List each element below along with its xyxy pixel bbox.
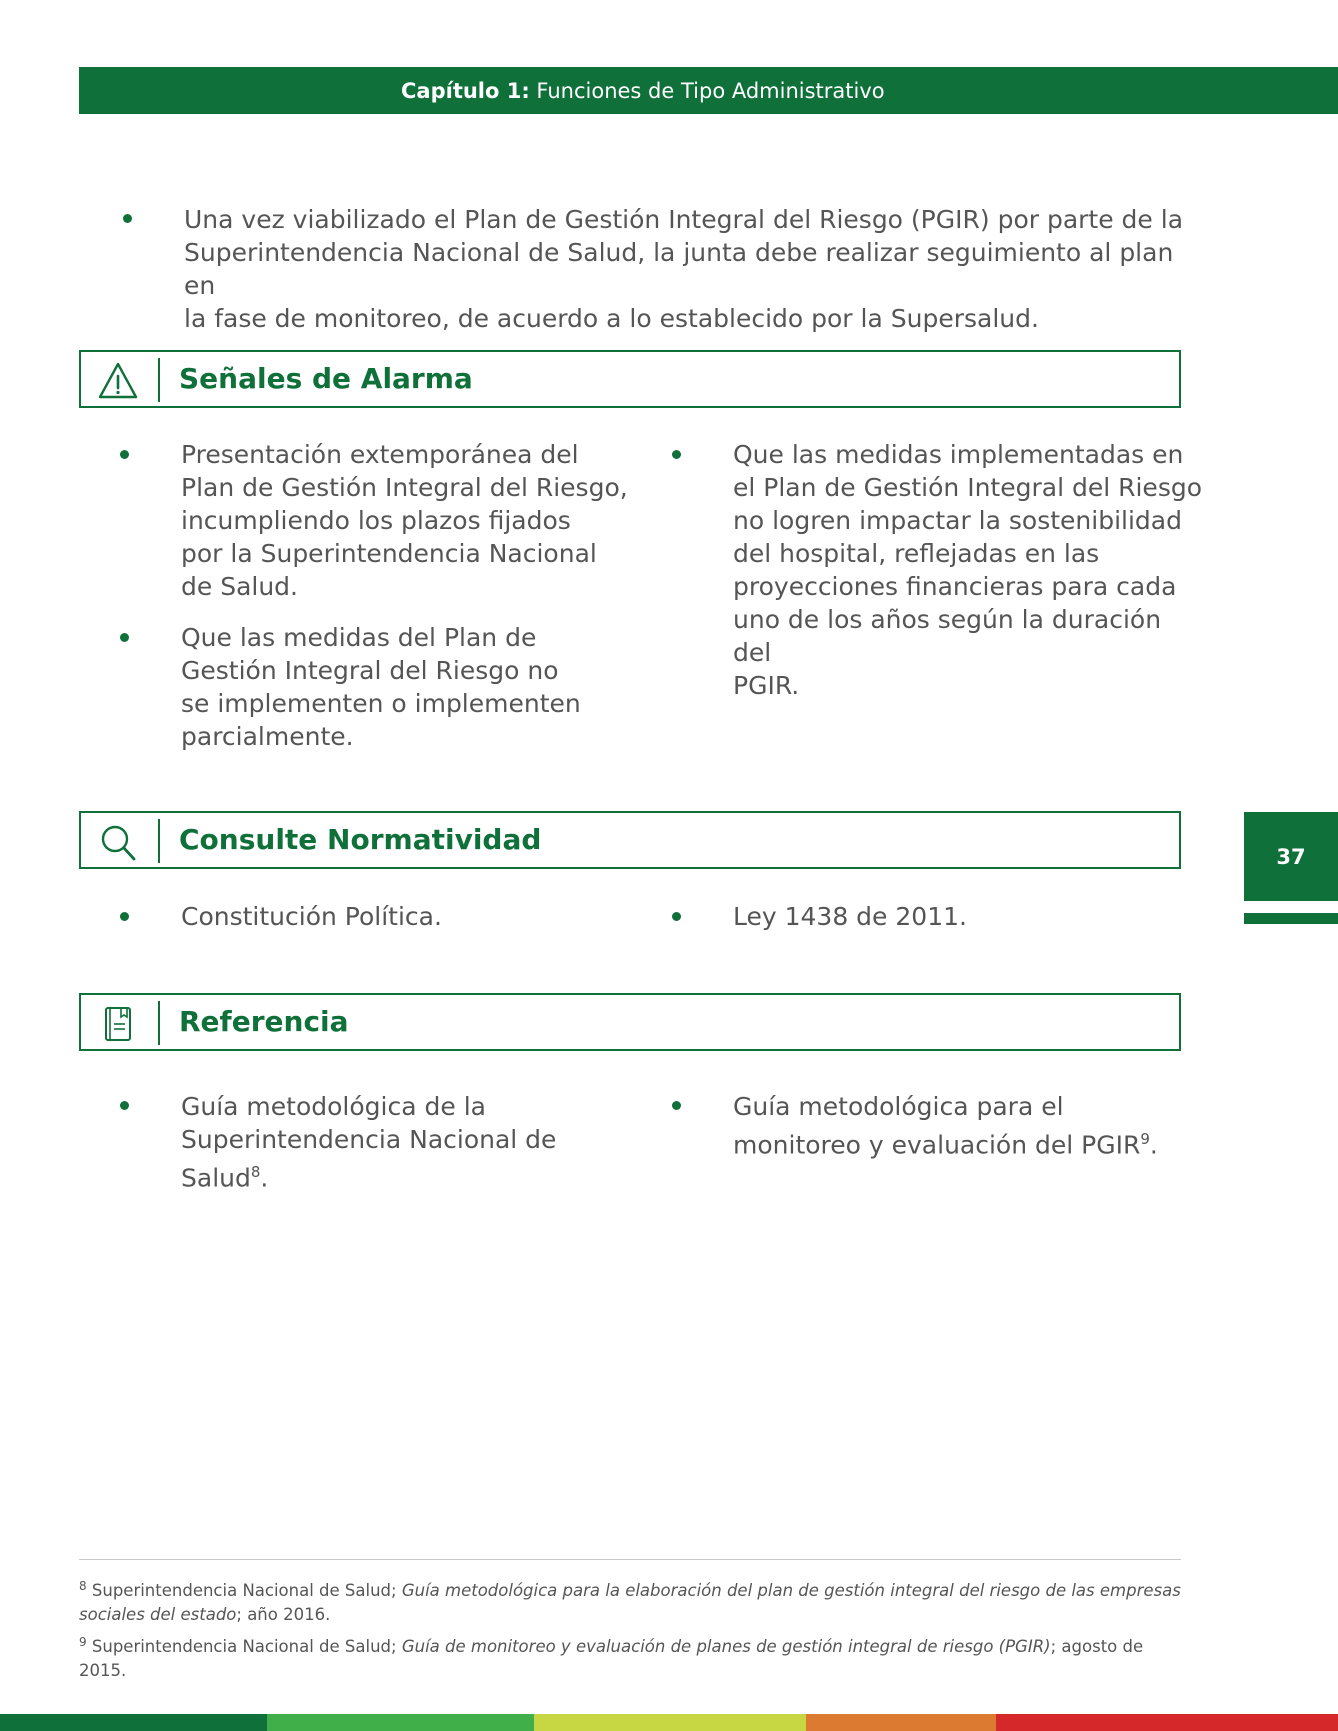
footnote-divider: [79, 1559, 1181, 1560]
text-line: Gestión Integral del Riesgo no: [181, 656, 559, 685]
color-bar-segment: [267, 1714, 534, 1731]
text-line: incumpliendo los plazos fijados: [181, 506, 571, 535]
bullet-icon: [120, 1101, 129, 1110]
divider: [158, 819, 160, 863]
bullet-icon: [672, 1101, 681, 1110]
divider: [158, 358, 160, 402]
footnote-text: Superintendencia Nacional de Salud;: [86, 1637, 402, 1656]
text-line: se implementen o implementen: [181, 689, 581, 718]
chapter-heading: [401, 78, 885, 104]
text-line: Superintendencia Nacional de: [181, 1125, 557, 1154]
intro-paragraph: [184, 203, 1194, 335]
alarm-section-header: [79, 350, 1181, 408]
footnote-title: Guía de monitoreo y evaluación de planes de gestión integral de riesgo (PGIR): [401, 1637, 1051, 1656]
alarm-item: [181, 438, 661, 603]
footnote-title: Guía metodológica para la elaboración del plan de gestión integral del riesgo de las empresas sociales del estado: [79, 1581, 1181, 1624]
reference-text: monitoreo y evaluación del PGIR: [733, 1130, 1141, 1160]
text-line: Una vez viabilizado el Plan de Gestión Integral del Riesgo (PGIR) por parte de la: [184, 205, 1184, 234]
reference-item: [733, 1090, 1203, 1161]
text-line: Que las medidas implementadas en: [733, 440, 1184, 469]
footnote-marker[interactable]: 9: [1140, 1130, 1150, 1148]
bullet-icon: [120, 633, 129, 642]
color-bar-segment: [806, 1714, 996, 1731]
reference-section-header: [79, 993, 1181, 1051]
footnote-text: Superintendencia Nacional de Salud;: [86, 1581, 402, 1600]
punctuation: .: [260, 1163, 269, 1193]
footnote-text: ; agosto de 2015.: [79, 1637, 1144, 1680]
section-title: Referencia: [179, 1005, 349, 1038]
footnote-text: ; año 2016.: [236, 1605, 331, 1624]
normativity-item: Ley 1438 de 2011.: [733, 902, 967, 931]
footnote-number: 8: [79, 1579, 87, 1593]
text-line: Que las medidas del Plan de: [181, 623, 537, 652]
text-line: Presentación extemporánea del: [181, 440, 579, 469]
divider: [158, 1001, 160, 1045]
alarm-item: [181, 621, 661, 753]
bullet-icon: [120, 912, 129, 921]
chapter-label: Capítulo 1:: [401, 79, 530, 103]
search-icon: [97, 822, 139, 862]
section-title: Señales de Alarma: [179, 362, 473, 395]
text-line: Guía metodológica para el: [733, 1092, 1064, 1121]
normativity-section-header: [79, 811, 1181, 869]
warning-triangle-icon: [97, 361, 139, 401]
text-line: el Plan de Gestión Integral del Riesgo: [733, 473, 1203, 502]
text-line: la fase de monitoreo, de acuerdo a lo establecido por la Supersalud.: [184, 304, 1039, 333]
color-bar-segment: [996, 1714, 1338, 1731]
color-bar-segment: [0, 1714, 267, 1731]
text-line: Plan de Gestión Integral del Riesgo,: [181, 473, 628, 502]
page-number-tab: [1244, 812, 1338, 901]
normativity-item: Constitución Política.: [181, 902, 442, 931]
text-line: PGIR.: [733, 671, 800, 700]
footnote-marker[interactable]: 8: [250, 1163, 261, 1181]
text-line: parcialmente.: [181, 722, 354, 751]
bullet-icon: [123, 214, 132, 223]
bullet-icon: [672, 912, 681, 921]
reference-item: [181, 1090, 661, 1194]
text-line: de Salud.: [181, 572, 298, 601]
footnote-number: 9: [79, 1635, 87, 1649]
section-title: Consulte Normatividad: [179, 823, 542, 856]
text-line: [733, 1123, 1203, 1161]
footnote: [79, 1574, 1189, 1627]
page-number: 37: [1276, 845, 1306, 869]
text-line: proyecciones financieras para cada: [733, 572, 1177, 601]
footnote: [79, 1630, 1189, 1683]
alarm-item: [733, 438, 1203, 702]
text-line: [181, 1156, 661, 1194]
text-line: por la Superintendencia Nacional: [181, 539, 597, 568]
bullet-icon: [120, 450, 129, 459]
text-line: Superintendencia Nacional de Salud, la junta debe realizar seguimiento al plan en: [184, 238, 1174, 300]
chapter-header: [79, 67, 1338, 114]
text-line: Guía metodológica de la: [181, 1092, 486, 1121]
text-line: uno de los años según la duración del: [733, 605, 1162, 667]
chapter-title: Funciones de Tipo Administrativo: [529, 79, 885, 103]
book-icon: [97, 1004, 139, 1044]
text-line: no logren impactar la sostenibilidad: [733, 506, 1182, 535]
page-tab-stripe: [1244, 913, 1338, 924]
color-bar-segment: [534, 1714, 806, 1731]
reference-text: Salud: [181, 1163, 251, 1193]
text-line: del hospital, reflejadas en las: [733, 539, 1100, 568]
bullet-icon: [672, 450, 681, 459]
punctuation: .: [1149, 1130, 1158, 1160]
